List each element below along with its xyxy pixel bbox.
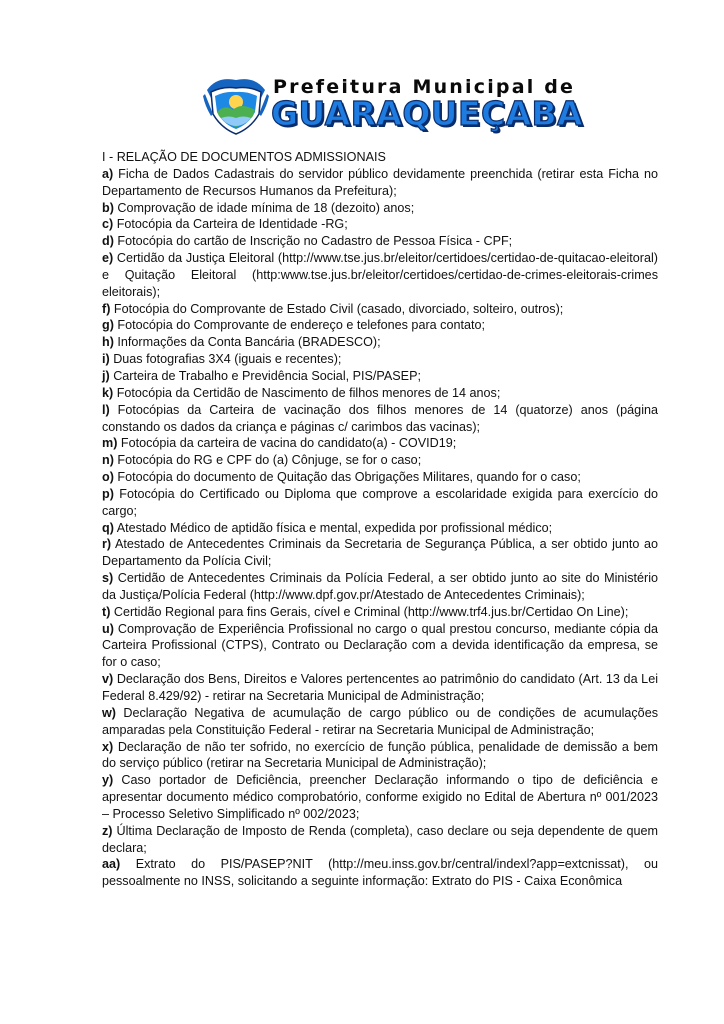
document-item-marker: w) xyxy=(102,705,116,720)
document-item xyxy=(102,469,658,486)
document-item-marker: g) xyxy=(102,318,114,333)
document-item-text: Carteira de Trabalho e Previdência Social, PIS/PASEP; xyxy=(109,368,421,383)
document-item-text: Extrato do PIS/PASEP?NIT (http://meu.inss.gov.br/central/indexl?app=extcnissat), ou pessoalmente no INSS, solicitando a seguinte informação: Extrato do PIS - Caixa Econômica xyxy=(102,857,658,889)
letterhead-title-line2: GUARAQUEÇABA xyxy=(271,94,583,133)
document-item xyxy=(102,570,658,604)
section-heading: I - RELAÇÃO DE DOCUMENTOS ADMISSIONAIS xyxy=(102,150,386,164)
document-item xyxy=(102,621,658,672)
document-item xyxy=(102,216,658,233)
document-item-text: Declaração de não ter sofrido, no exercício de função pública, penalidade de demissão a bem do serviço público (retirar na Secretaria Municipal de Administração); xyxy=(102,739,658,771)
document-item xyxy=(102,351,658,368)
document-item-marker: l) xyxy=(102,402,110,417)
document-item-text: Declaração Negativa de acumulação de cargo público ou de condições de acumulações amparadas pela Constituição Federal - retirar na Secretaria Municipal de Administração; xyxy=(102,705,658,737)
document-item-marker: p) xyxy=(102,486,114,501)
document-item-text: Atestado de Antecedentes Criminais da Secretaria de Segurança Pública, a ser obtido junto ao Departamento da Polícia Civil; xyxy=(102,537,658,569)
document-item xyxy=(102,604,658,621)
document-item-marker: s) xyxy=(102,571,114,586)
document-item-text: Informações da Conta Bancária (BRADESCO); xyxy=(113,335,381,350)
document-item-text: Última Declaração de Imposto de Renda (completa), caso declare ou seja dependente de quem declara; xyxy=(102,823,658,855)
document-item xyxy=(102,856,658,890)
document-item-marker: a) xyxy=(102,166,114,181)
document-item-text: Declaração dos Bens, Direitos e Valores pertencentes ao patrimônio do candidato (Art. 13 da Lei Federal 8.429/92) - retirar na Secretaria Municipal de Administração; xyxy=(102,672,658,703)
document-item-text: Duas fotografias 3X4 (iguais e recentes); xyxy=(109,352,342,367)
document-item-marker: k) xyxy=(102,385,114,400)
document-item-text: Fotocópia da Carteira de Identidade -RG; xyxy=(113,217,348,232)
document-item-marker: f) xyxy=(102,301,111,316)
document-item-text: Fotocópia do documento de Quitação das Obrigações Militares, quando for o caso; xyxy=(113,470,581,485)
document-item-marker: v) xyxy=(102,672,114,687)
document-item xyxy=(102,166,658,200)
document-item-marker: o) xyxy=(102,470,114,485)
document-item-marker: aa) xyxy=(102,857,121,872)
document-item xyxy=(102,536,658,570)
document-item xyxy=(102,671,658,705)
document-item-marker: q) xyxy=(102,520,114,535)
document-item xyxy=(102,486,658,520)
document-item xyxy=(102,385,658,402)
document-item xyxy=(102,402,658,436)
document-item-marker: d) xyxy=(102,234,114,249)
document-item-text: Ficha de Dados Cadastrais do servidor público devidamente preenchida (retirar esta Ficha no Departamento de Recursos Humanos da Prefeitura); xyxy=(102,166,658,198)
document-item-marker: i) xyxy=(102,352,110,367)
document-item-text: Fotocópia do Certificado ou Diploma que comprove a escolaridade exigida para exercício do cargo; xyxy=(102,486,658,518)
document-item-marker: e) xyxy=(102,251,114,266)
letterhead-title-line1: Prefeitura Municipal de xyxy=(273,76,576,98)
document-item xyxy=(102,334,658,351)
document-item-marker: z) xyxy=(102,823,113,838)
document-item xyxy=(102,317,658,334)
document-item-text: Fotocópia da Certidão de Nascimento de filhos menores de 14 anos; xyxy=(113,385,501,400)
document-item-marker: x) xyxy=(102,739,114,754)
document-item-text: Caso portador de Deficiência, preencher Declaração informando o tipo de deficiência e apresentar documento médico comprobatório, conforme exigido no Edital de Abertura nº 001/2023 – Processo Seletivo Simplificado nº 002/2023; xyxy=(102,773,658,821)
document-item-text: Certidão de Antecedentes Criminais da Polícia Federal, a ser obtido junto ao site do Ministério da Justiça/Polícia Federal (http://www.dpf.gov.pr/Atestado de Antecedentes Criminais); xyxy=(102,571,658,602)
document-item xyxy=(102,301,658,318)
document-item xyxy=(102,705,658,739)
document-item xyxy=(102,368,658,385)
document-item-text: Fotocópias da Carteira de vacinação dos filhos menores de 14 (quatorze) anos (página constando os dados da criança e páginas c/ carimbos das vacinas); xyxy=(102,402,658,434)
document-item xyxy=(102,250,658,301)
municipal-crest-icon xyxy=(203,74,269,136)
document-item-text: Comprovação de idade mínima de 18 (dezoito) anos; xyxy=(113,200,415,215)
document-item xyxy=(102,772,658,823)
document-item-marker: u) xyxy=(102,621,114,636)
document-item-text: Fotocópia do Comprovante de Estado Civil (casado, divorciado, solteiro, outros); xyxy=(110,301,564,316)
document-item-text: Fotocópia do RG e CPF do (a) Cônjuge, se for o caso; xyxy=(113,453,422,468)
document-item-text: Fotocópia do cartão de Inscrição no Cadastro de Pessoa Física - CPF; xyxy=(113,234,513,249)
document-item-text: Certidão da Justiça Eleitoral (http://www.tse.jus.br/eleitor/certidoes/certidao-de-quitacao-eleitoral) e Quitação Eleitoral (http:www.tse.jus.br/eleitor/certidoes/certidao-de-crimes-eleitorais-crimes eleitorais); xyxy=(102,251,658,299)
document-item-marker: b) xyxy=(102,200,114,215)
letterhead xyxy=(203,72,583,136)
document-item-marker: r) xyxy=(102,537,112,552)
document-item xyxy=(102,200,658,217)
document-item-marker: t) xyxy=(102,604,111,619)
document-item-list xyxy=(102,166,658,890)
document-item xyxy=(102,823,658,857)
document-item-text: Fotocópia do Comprovante de endereço e telefones para contato; xyxy=(113,318,485,333)
document-item-marker: n) xyxy=(102,453,114,468)
document-item-text: Fotocópia da carteira de vacina do candidato(a) - COVID19; xyxy=(117,436,457,451)
document-item xyxy=(102,739,658,773)
document-item-text: Comprovação de Experiência Profissional no cargo o qual prestou concurso, mediante cópia da Carteira Profissional (CTPS), Contrato ou Declaração com a devida identificação da empresa, se for o caso; xyxy=(102,621,658,670)
document-item xyxy=(102,520,658,537)
document-item-marker: m) xyxy=(102,436,118,451)
document-body xyxy=(102,149,658,890)
document-item xyxy=(102,435,658,452)
document-item-text: Certidão Regional para fins Gerais, cível e Criminal (http://www.trf4.jus.br/Certidao On Line); xyxy=(110,604,629,619)
document-item-marker: j) xyxy=(102,368,110,383)
document-item xyxy=(102,452,658,469)
document-item-marker: h) xyxy=(102,335,114,350)
document-item-marker: c) xyxy=(102,217,114,232)
document-item-marker: y) xyxy=(102,773,114,788)
document-item xyxy=(102,233,658,250)
document-item-text: Atestado Médico de aptidão física e mental, expedida por profissional médico; xyxy=(113,520,553,535)
